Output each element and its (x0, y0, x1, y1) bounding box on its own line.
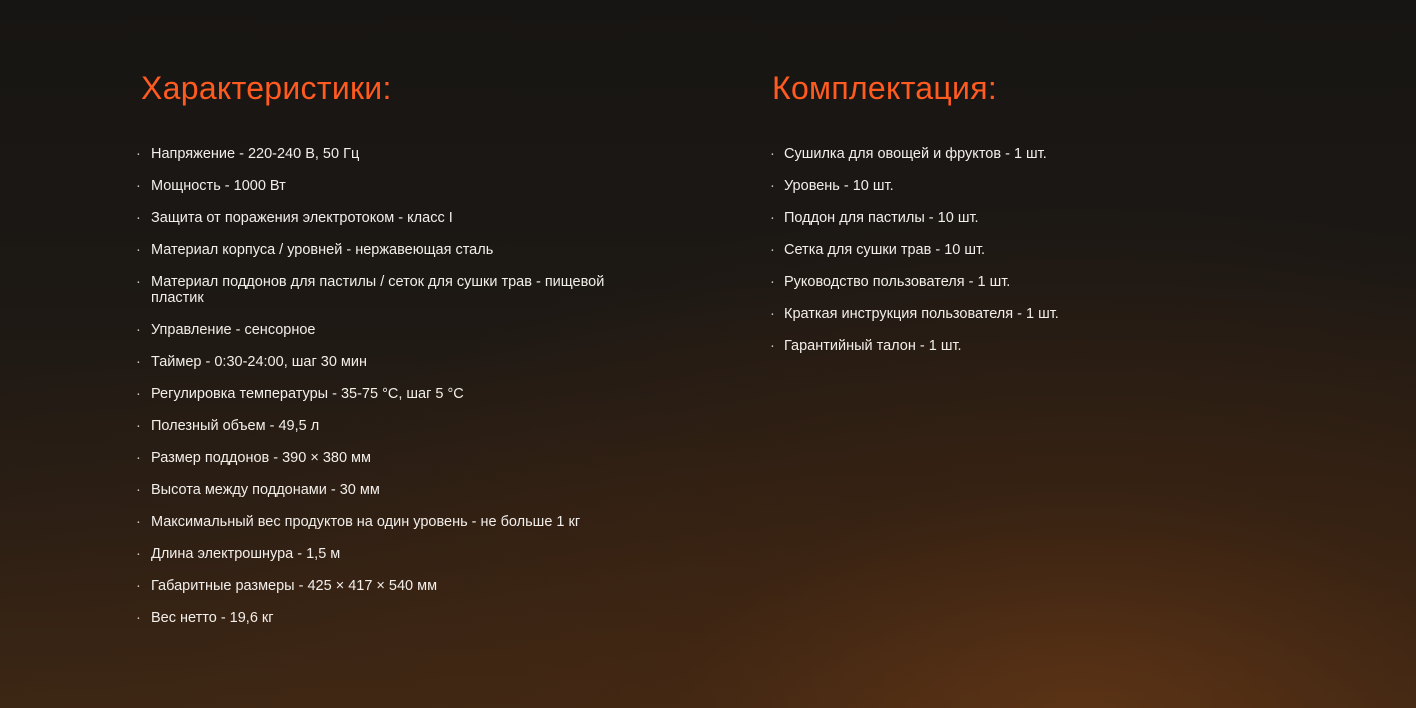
bullet-icon: · (770, 274, 775, 290)
spec-item-tray-size (136, 450, 656, 466)
specifications-list (136, 146, 656, 642)
kit-item-text: Краткая инструкция пользователя - 1 шт. (784, 306, 1059, 322)
bullet-icon: · (136, 354, 141, 370)
kit-item-quick-guide (770, 306, 1330, 322)
spec-item-text: Управление - сенсорное (151, 322, 316, 338)
kit-item-text: Сушилка для овощей и фруктов - 1 шт. (784, 146, 1047, 162)
spec-item-cord-length (136, 546, 656, 562)
spec-item-text: Вес нетто - 19,6 кг (151, 610, 274, 626)
spec-item-tray-material (136, 274, 656, 306)
spec-item-text: Материал поддонов для пастилы / сеток для сушки трав - пищевой пластик (151, 274, 605, 306)
spec-item-net-weight (136, 610, 656, 626)
spec-item-text: Размер поддонов - 390 × 380 мм (151, 450, 371, 466)
kit-item-text: Руководство пользователя - 1 шт. (784, 274, 1011, 290)
spec-item-text: Регулировка температуры - 35-75 °С, шаг 5 °С (151, 386, 464, 402)
spec-item-text: Мощность - 1000 Вт (151, 178, 286, 194)
spec-item-text: Полезный объем - 49,5 л (151, 418, 320, 434)
kit-item-text: Уровень - 10 шт. (784, 178, 894, 194)
spec-item-protection (136, 210, 656, 226)
bullet-icon: · (136, 418, 141, 434)
bullet-icon: · (136, 146, 141, 162)
kit-item-text: Гарантийный талон - 1 шт. (784, 338, 962, 354)
spec-item-power (136, 178, 656, 194)
bullet-icon: · (770, 338, 775, 354)
kit-item-herb-meshes (770, 242, 1330, 258)
spec-item-text: Материал корпуса / уровней - нержавеющая сталь (151, 242, 494, 258)
kit-item-user-manual (770, 274, 1330, 290)
bullet-icon: · (770, 210, 775, 226)
kit-item-dryer (770, 146, 1330, 162)
spec-item-volume (136, 418, 656, 434)
kit-item-warranty (770, 338, 1330, 354)
bullet-icon: · (136, 450, 141, 466)
bullet-icon: · (136, 386, 141, 402)
spec-item-temperature (136, 386, 656, 402)
bullet-icon: · (136, 482, 141, 498)
bullet-icon: · (136, 514, 141, 530)
bullet-icon: · (136, 546, 141, 562)
kit-item-levels (770, 178, 1330, 194)
package-contents-title: Комплектация: (772, 70, 998, 106)
spec-item-text: Напряжение - 220-240 В, 50 Гц (151, 146, 360, 162)
spec-item-text: Длина электрошнура - 1,5 м (151, 546, 341, 562)
spec-item-max-load (136, 514, 656, 530)
kit-item-pastila-trays (770, 210, 1330, 226)
bullet-icon: · (136, 178, 141, 194)
bullet-icon: · (136, 242, 141, 258)
spec-item-timer (136, 354, 656, 370)
specifications-title: Характеристики: (141, 70, 392, 106)
spec-item-text: Высота между поддонами - 30 мм (151, 482, 380, 498)
spec-item-text: Максимальный вес продуктов на один уровень - не больше 1 кг (151, 514, 581, 530)
bullet-icon: · (136, 322, 141, 338)
package-contents-list (770, 146, 1330, 370)
bullet-icon: · (136, 274, 141, 290)
spec-item-voltage (136, 146, 656, 162)
bullet-icon: · (136, 610, 141, 626)
spec-item-control (136, 322, 656, 338)
spec-item-text: Габаритные размеры - 425 × 417 × 540 мм (151, 578, 438, 594)
bullet-icon: · (770, 242, 775, 258)
bullet-icon: · (136, 210, 141, 226)
spec-item-text: Защита от поражения электротоком - класс I (151, 210, 453, 226)
bullet-icon: · (770, 306, 775, 322)
kit-item-text: Поддон для пастилы - 10 шт. (784, 210, 979, 226)
bullet-icon: · (770, 146, 775, 162)
spec-item-text: Таймер - 0:30-24:00, шаг 30 мин (151, 354, 367, 370)
bullet-icon: · (770, 178, 775, 194)
kit-item-text: Сетка для сушки трав - 10 шт. (784, 242, 986, 258)
spec-item-dimensions (136, 578, 656, 594)
spec-item-body-material (136, 242, 656, 258)
bullet-icon: · (136, 578, 141, 594)
spec-item-tray-spacing (136, 482, 656, 498)
